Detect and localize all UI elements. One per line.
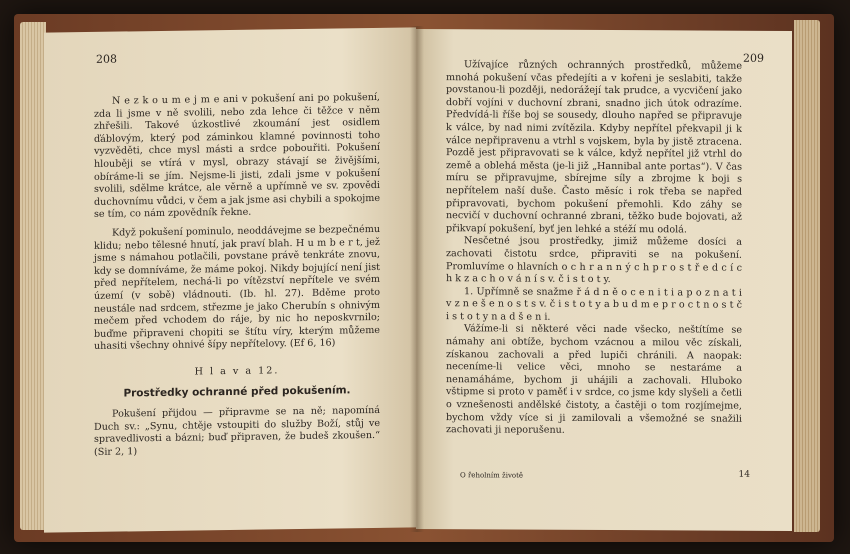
page-edges-left [20,22,46,530]
page-number: 208 [96,52,117,66]
paragraph: Užívajíce různých ochranných prostředků, můžeme mnohá pokušení včas předejíti a v kořeni je seslabiti, takže povstanou-li později, nedorážejí tak prudce, a vycvičení jako dobří vojíni v duchovní zbrani, snadno jich útok odrazíme. Předvídá-li říše boj se sousedy, dlouho napřed se připravuje k válce, by nad nimi zvítězila. Kdyby nepřítel překvapil ji k válce nepřipravenu a vtrhl s vojskem, byla by jistě ztracena. Pozdě jest připravovati se k válce, když nepřítel již vtrhl do země a oblehá města (je-li již „Hannibal ante portas“). V čas míru se připravujme, sbírejme síly a zbrojme k boji s nepřítelem naší duše. Často měsíc i rok třeba se napřed připravovati, bychom pokušení přemohli. Kdo záhy se necvičí v duchovní ochranné zbrani, těžko bude bojovati, až přikvapí pokušení, byť jen lehké a stéží mu odolá. [446,59,742,236]
paragraph: 1. Upřímně se snažme ř á d n ě o c e n i t i a p o z n a t i v z n e š e n o s t s v. č i s t o t y a b u d m e p r o c t n o s t č i s t o t y n a d š e n i. [446,285,742,323]
page-edges-right [794,20,820,532]
right-page [416,29,792,531]
page-number: 209 [743,51,764,65]
footer-note: O řeholním životě [460,471,524,480]
paragraph: Když pokušení pominulo, neoddávejme se bezpečnému klidu; nebo tělesné hnutí, jak praví blah. H u m b e r t, jež jsme s námahou potlačili, povstane právě tenkráte znovu, kdy se domníváme, že máme pokoj. Nikdy bojující není jist před nepřítelem, nechá-li po vítězství nepřítele ve svém území (v sobě) vládnouti. (Ib. hl. 27). Bděme proto neustále nad srdcem, střezme je jako Cherubín s ohnivým mečem před vchodem do ráje, by nic ho neposkvrnilo; buďme připraveni chopiti se štítu víry, kterým můžeme uhasiti všechny ohnivé šípy nepřítelovy. (Ef 6, 16) [94,223,380,353]
paragraph: Nesčetné jsou prostředky, jimiž můžeme dosíci a zachovati čistotu srdce, připraviti se na pokušení. Promluvíme o hlavních o c h r a n n ý c h p r o s t ř e d c í c h k z a c h o v á n í s v. č i s t o t y. [446,235,742,286]
paragraph: Vážíme-li si některé věci nade všecko, neštítíme se námahy ani obtíže, bychom vzácnou a milou věc získali, získanou zachovali a před lupiči chránili. A naopak: neceníme-li velice věci, mnoho se nestaráme a nenamáháme, bychom ji uhájili a zachovali. Hluboko vštipme si proto v paměť i v srdce, co jsme kdy slyšeli a četli o vznešenosti andělské čistoty, a častěji o tom rozjímejme, bychom vždy více si ji zamilovali a všemožné se snažili zachovati ji neporušenu. [446,323,742,437]
chapter-label: H l a v a 12. [194,365,280,378]
chapter-title: Prostředky ochranné před pokušením. [123,384,351,400]
left-text [94,92,380,459]
paragraph: Pokušení přijdou — připravme se na ně; napomíná Duch sv.: „Synu, chtěje vstoupiti do služby Boží, stůj ve spravedlivosti a bázni; buď připraven, že budeš zkoušen.“ (Sir 2, 1) [94,404,380,458]
signature-mark: 14 [738,469,750,480]
paragraph: N e z k o u m e j m e ani v pokušení ani po pokušení, zda li jsme v ně svolili, nebo zda lehce či těžce v něm zhřešili. Takové úzkostlivé zkoumání jest osidlem ďáblovým, který pod záminkou klamné povinnosti toho vyzvěděti, chce mysl másti a srdce pobouřiti. Pokušení hlouběji se vtírá v mysl, obrazy stávají se živějšími, obíráme-li se jím. Nejsme-li jisti, zdali jsme v pokušení svolili, sdělme krátce, ale věrně a upřímně ve sv. zpovědi duchovnímu vůdci, v čem a jak jsme asi chybili a spokojme se tím, co nám zpovědník řekne. [94,91,380,221]
book-gutter [410,26,424,532]
right-text [446,59,742,438]
left-page [44,27,416,532]
